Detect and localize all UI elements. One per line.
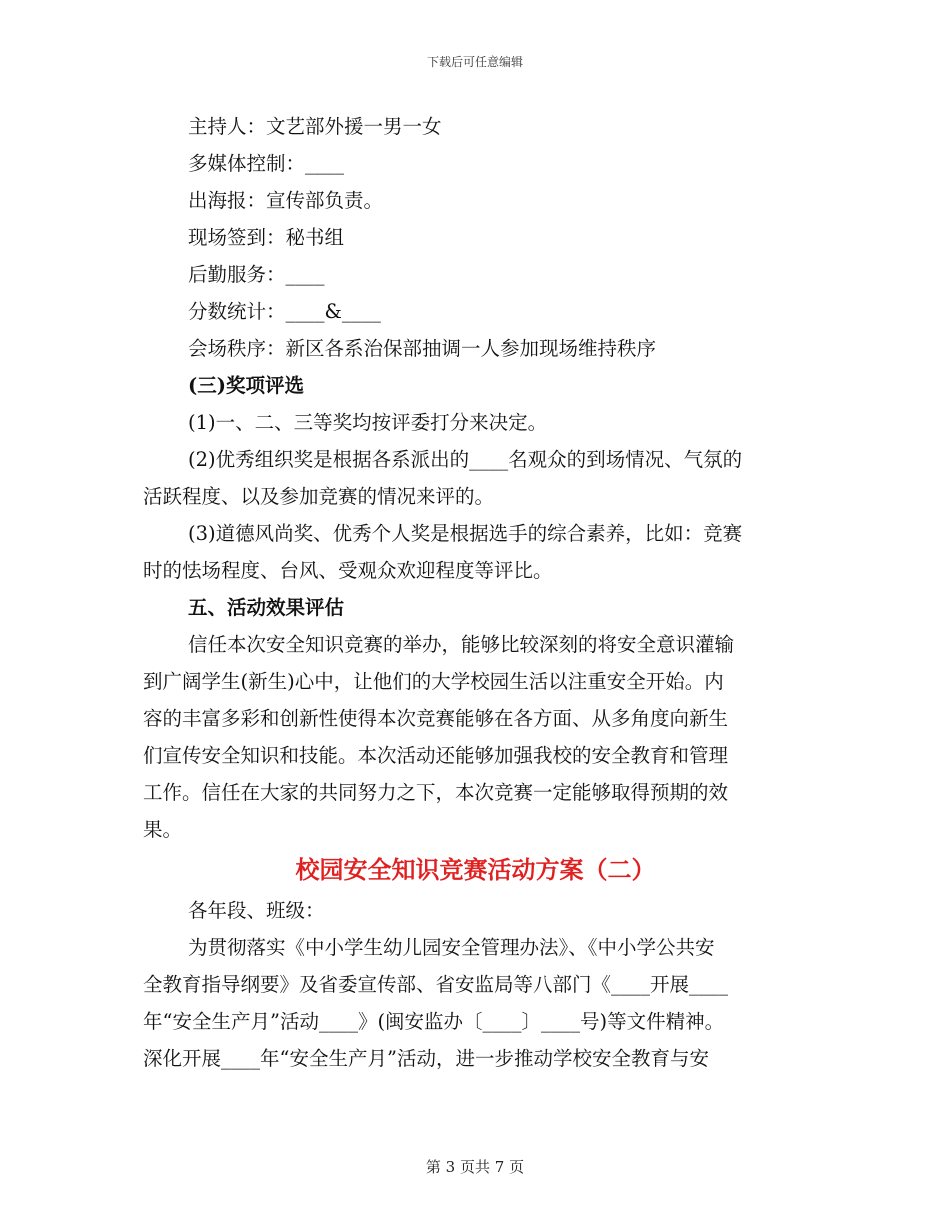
section-2-title: 校园安全知识竞赛活动方案（二）: [295, 855, 656, 884]
evaluation-line-3: 容的丰富多彩和创新性使得本次竞赛能够在各方面、从多角度向新生: [143, 707, 729, 730]
poster-line: 出海报：宣传部负责。: [188, 189, 384, 212]
awards-item-3-line-2: 时的怯场程度、台风、受观众欢迎程度等评比。: [143, 559, 553, 582]
signin-line: 现场签到：秘书组: [188, 226, 345, 249]
document-body: [143, 108, 808, 1077]
evaluation-line-5: 工作。信任在大家的共同努力之下，本次竞赛一定能够取得预期的效: [143, 781, 729, 804]
awards-item-1: (1)一、二、三等奖均按评委打分来决定。: [188, 411, 548, 434]
host-line: 主持人：文艺部外援一男一女: [188, 115, 442, 138]
greeting-line: 各年段、班级：: [188, 899, 325, 922]
evaluation-line-4: 们宣传安全知识和技能。本次活动还能够加强我校的安全教育和管理: [143, 744, 729, 767]
evaluation-line-2: 到广阔学生(新生)心中，让他们的大学校园生活以注重安全开始。内: [143, 670, 724, 693]
page-header: 下载后可任意编辑: [426, 55, 523, 69]
awards-item-3-line-1: (3)道德风尚奖、优秀个人奖是根据选手的综合素养，比如：竞赛: [188, 522, 743, 545]
evaluation-line-6: 果。: [143, 818, 183, 841]
scoring-line: 分数统计：____&____: [188, 300, 381, 323]
section-2-line-4: 深化开展____年“安全生产月”活动，进一步推动学校安全教育与安: [143, 1047, 709, 1070]
multimedia-line: 多媒体控制：____: [188, 152, 345, 175]
order-line: 会场秩序：新区各系治保部抽调一人参加现场维持秩序: [188, 337, 657, 360]
section-2-line-1: 为贯彻落实《中小学生幼儿园安全管理办法》、《中小学公共安: [188, 936, 715, 959]
evaluation-line-1: 信任本次安全知识竞赛的举办，能够比较深刻的将安全意识灌输: [188, 633, 735, 656]
awards-heading: (三)奖项评选: [188, 374, 304, 397]
section-2-line-3: 年“安全生产月”活动____》(闽安监办〔____〕____号)等文件精神。: [143, 1010, 725, 1033]
awards-item-2-line-2: 活跃程度、以及参加竞赛的情况来评的。: [143, 485, 495, 508]
evaluation-heading: 五、活动效果评估: [188, 596, 345, 619]
page-number: 第 3 页共 7 页: [425, 1158, 525, 1176]
section-2-line-2: 全教育指导纲要》及省委宣传部、省安监局等八部门《____开展____: [143, 973, 729, 996]
awards-item-2-line-1: (2)优秀组织奖是根据各系派出的____名观众的到场情况、气氛的: [188, 448, 743, 471]
logistics-line: 后勤服务：____: [188, 263, 325, 286]
